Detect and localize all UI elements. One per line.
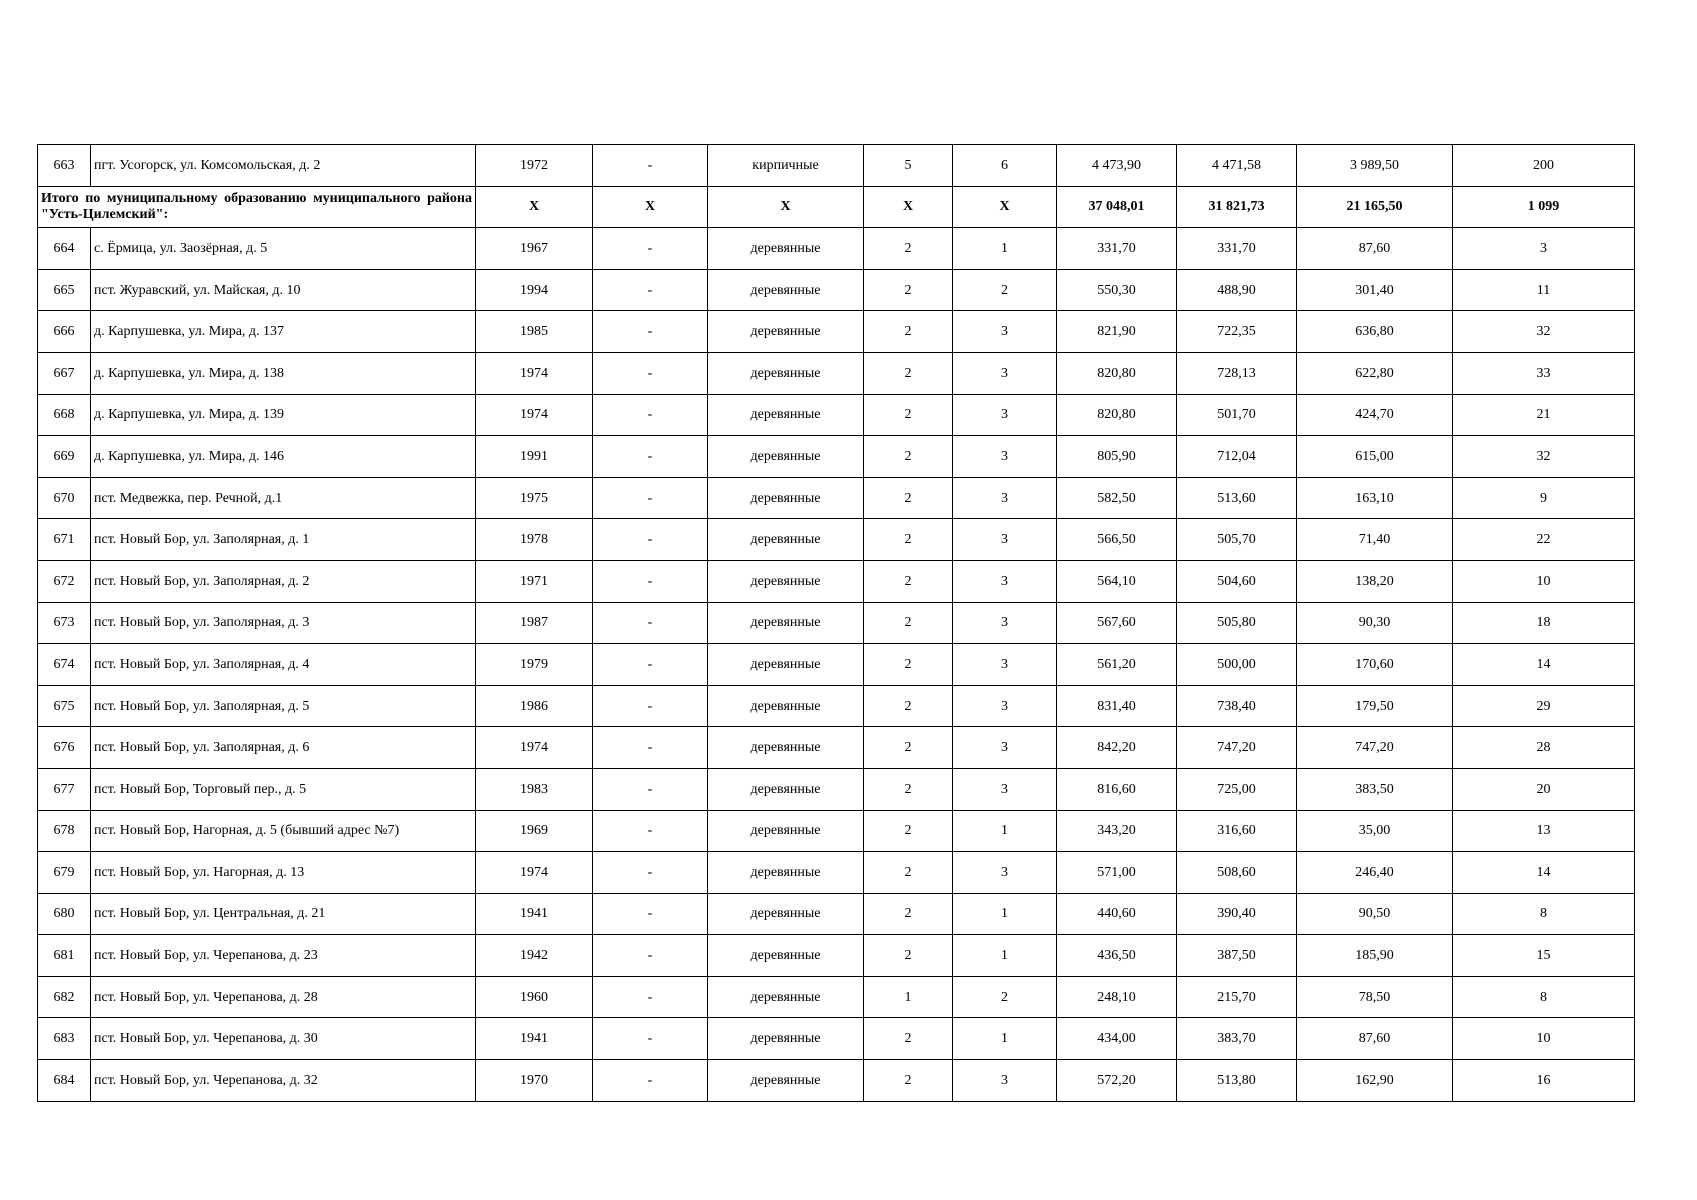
row-number-cell: 669 bbox=[38, 436, 91, 478]
private-area-cell: 71,40 bbox=[1297, 519, 1453, 561]
private-area-cell: 424,70 bbox=[1297, 394, 1453, 436]
living-area-cell: 31 821,73 bbox=[1177, 186, 1297, 228]
address-cell: пст. Новый Бор, ул. Черепанова, д. 23 bbox=[91, 935, 476, 977]
living-area-cell: 488,90 bbox=[1177, 269, 1297, 311]
residents-count-cell: 18 bbox=[1453, 602, 1635, 644]
wall-material-cell: деревянные bbox=[708, 269, 864, 311]
row-number-cell: 672 bbox=[38, 560, 91, 602]
year-built-cell: 1975 bbox=[476, 477, 593, 519]
residents-count-cell: 200 bbox=[1453, 145, 1635, 187]
wall-material-cell: деревянные bbox=[708, 228, 864, 270]
address-cell: пст. Новый Бор, ул. Центральная, д. 21 bbox=[91, 893, 476, 935]
year-built-cell: 1983 bbox=[476, 768, 593, 810]
table-row bbox=[38, 602, 1635, 644]
year-reconstruction-cell: - bbox=[593, 477, 708, 519]
living-area-cell: 505,80 bbox=[1177, 602, 1297, 644]
row-number-cell: 676 bbox=[38, 727, 91, 769]
year-built-cell: 1979 bbox=[476, 644, 593, 686]
wall-material-cell: деревянные bbox=[708, 810, 864, 852]
year-built-cell: 1987 bbox=[476, 602, 593, 644]
table-row bbox=[38, 560, 1635, 602]
floors-count-cell: 2 bbox=[864, 1060, 953, 1102]
residents-count-cell: 29 bbox=[1453, 685, 1635, 727]
living-area-cell: 712,04 bbox=[1177, 436, 1297, 478]
living-area-cell: 747,20 bbox=[1177, 727, 1297, 769]
row-number-cell: 668 bbox=[38, 394, 91, 436]
address-cell: д. Карпушевка, ул. Мира, д. 146 bbox=[91, 436, 476, 478]
address-cell: пст. Новый Бор, ул. Черепанова, д. 32 bbox=[91, 1060, 476, 1102]
total-area-cell: 816,60 bbox=[1057, 768, 1177, 810]
living-area-cell: 501,70 bbox=[1177, 394, 1297, 436]
total-area-cell: 821,90 bbox=[1057, 311, 1177, 353]
year-built-cell: 1941 bbox=[476, 1018, 593, 1060]
entrances-count-cell: 1 bbox=[953, 228, 1057, 270]
entrances-count-cell: 3 bbox=[953, 644, 1057, 686]
total-area-cell: 582,50 bbox=[1057, 477, 1177, 519]
living-area-cell: 513,80 bbox=[1177, 1060, 1297, 1102]
private-area-cell: 179,50 bbox=[1297, 685, 1453, 727]
year-built-cell: 1972 bbox=[476, 145, 593, 187]
year-built-cell: 1941 bbox=[476, 893, 593, 935]
total-area-cell: 561,20 bbox=[1057, 644, 1177, 686]
residents-count-cell: 14 bbox=[1453, 644, 1635, 686]
living-area-cell: 316,60 bbox=[1177, 810, 1297, 852]
year-built-cell: 1991 bbox=[476, 436, 593, 478]
floors-count-cell: 2 bbox=[864, 352, 953, 394]
year-built-cell: 1974 bbox=[476, 727, 593, 769]
residents-count-cell: 13 bbox=[1453, 810, 1635, 852]
wall-material-cell: деревянные bbox=[708, 644, 864, 686]
residents-count-cell: 28 bbox=[1453, 727, 1635, 769]
address-cell: пст. Новый Бор, Торговый пер., д. 5 bbox=[91, 768, 476, 810]
year-built-cell: 1985 bbox=[476, 311, 593, 353]
year-reconstruction-cell: - bbox=[593, 1060, 708, 1102]
residents-count-cell: 11 bbox=[1453, 269, 1635, 311]
wall-material-cell: деревянные bbox=[708, 768, 864, 810]
living-area-cell: 738,40 bbox=[1177, 685, 1297, 727]
wall-material-cell: деревянные bbox=[708, 436, 864, 478]
address-cell: пст. Журавский, ул. Майская, д. 10 bbox=[91, 269, 476, 311]
row-number-cell: 682 bbox=[38, 976, 91, 1018]
total-area-cell: 550,30 bbox=[1057, 269, 1177, 311]
wall-material-cell: деревянные bbox=[708, 935, 864, 977]
floors-count-cell: 2 bbox=[864, 768, 953, 810]
private-area-cell: 622,80 bbox=[1297, 352, 1453, 394]
table-row bbox=[38, 477, 1635, 519]
table-row bbox=[38, 352, 1635, 394]
floors-count-cell: 2 bbox=[864, 727, 953, 769]
entrances-count-cell: 3 bbox=[953, 477, 1057, 519]
living-area-cell: 390,40 bbox=[1177, 893, 1297, 935]
address-cell: пст. Новый Бор, ул. Черепанова, д. 28 bbox=[91, 976, 476, 1018]
year-built-cell: 1994 bbox=[476, 269, 593, 311]
entrances-count-cell: 3 bbox=[953, 768, 1057, 810]
entrances-count-cell: 2 bbox=[953, 976, 1057, 1018]
residents-count-cell: 10 bbox=[1453, 560, 1635, 602]
entrances-count-cell: 1 bbox=[953, 935, 1057, 977]
private-area-cell: 138,20 bbox=[1297, 560, 1453, 602]
residents-count-cell: 16 bbox=[1453, 1060, 1635, 1102]
floors-count-cell: 2 bbox=[864, 893, 953, 935]
residents-count-cell: 20 bbox=[1453, 768, 1635, 810]
year-reconstruction-cell: - bbox=[593, 519, 708, 561]
address-cell: с. Ёрмица, ул. Заозёрная, д. 5 bbox=[91, 228, 476, 270]
row-number-cell: 679 bbox=[38, 852, 91, 894]
total-label-cell: Итого по муниципальному образованию муниципального района "Усть-Цилемский": bbox=[38, 186, 476, 228]
year-reconstruction-cell: - bbox=[593, 602, 708, 644]
table-row bbox=[38, 768, 1635, 810]
residents-count-cell: 9 bbox=[1453, 477, 1635, 519]
address-cell: пст. Новый Бор, ул. Заполярная, д. 6 bbox=[91, 727, 476, 769]
floors-count-cell: 2 bbox=[864, 1018, 953, 1060]
table-row bbox=[38, 893, 1635, 935]
row-number-cell: 663 bbox=[38, 145, 91, 187]
living-area-cell: 387,50 bbox=[1177, 935, 1297, 977]
wall-material-cell: деревянные bbox=[708, 560, 864, 602]
floors-count-cell: 2 bbox=[864, 394, 953, 436]
wall-material-cell: деревянные bbox=[708, 893, 864, 935]
wall-material-cell: деревянные bbox=[708, 976, 864, 1018]
row-number-cell: 683 bbox=[38, 1018, 91, 1060]
floors-count-cell: 2 bbox=[864, 602, 953, 644]
residents-count-cell: 8 bbox=[1453, 893, 1635, 935]
floors-count-cell: 2 bbox=[864, 269, 953, 311]
row-number-cell: 666 bbox=[38, 311, 91, 353]
entrances-count-cell: 1 bbox=[953, 810, 1057, 852]
wall-material-cell: деревянные bbox=[708, 727, 864, 769]
wall-material-cell: деревянные bbox=[708, 852, 864, 894]
address-cell: д. Карпушевка, ул. Мира, д. 137 bbox=[91, 311, 476, 353]
floors-count-cell: 2 bbox=[864, 519, 953, 561]
address-cell: д. Карпушевка, ул. Мира, д. 139 bbox=[91, 394, 476, 436]
total-area-cell: 831,40 bbox=[1057, 685, 1177, 727]
private-area-cell: 90,30 bbox=[1297, 602, 1453, 644]
row-number-cell: 678 bbox=[38, 810, 91, 852]
address-cell: пст. Медвежка, пер. Речной, д.1 bbox=[91, 477, 476, 519]
table-row bbox=[38, 436, 1635, 478]
living-area-cell: 728,13 bbox=[1177, 352, 1297, 394]
entrances-count-cell: 3 bbox=[953, 352, 1057, 394]
living-area-cell: 4 471,58 bbox=[1177, 145, 1297, 187]
wall-material-cell: деревянные bbox=[708, 1018, 864, 1060]
year-built-cell: 1986 bbox=[476, 685, 593, 727]
row-number-cell: 665 bbox=[38, 269, 91, 311]
private-area-cell: 90,50 bbox=[1297, 893, 1453, 935]
floors-count-cell: 2 bbox=[864, 477, 953, 519]
floors-count-cell: 1 bbox=[864, 976, 953, 1018]
residents-count-cell: 8 bbox=[1453, 976, 1635, 1018]
total-area-cell: 805,90 bbox=[1057, 436, 1177, 478]
living-area-cell: 508,60 bbox=[1177, 852, 1297, 894]
entrances-count-cell: Х bbox=[953, 186, 1057, 228]
row-number-cell: 675 bbox=[38, 685, 91, 727]
year-reconstruction-cell: - bbox=[593, 727, 708, 769]
table-row bbox=[38, 1060, 1635, 1102]
address-cell: пст. Новый Бор, ул. Черепанова, д. 30 bbox=[91, 1018, 476, 1060]
year-built-cell: 1974 bbox=[476, 852, 593, 894]
floors-count-cell: 2 bbox=[864, 436, 953, 478]
floors-count-cell: 2 bbox=[864, 644, 953, 686]
total-area-cell: 434,00 bbox=[1057, 1018, 1177, 1060]
address-cell: пст. Новый Бор, ул. Заполярная, д. 4 bbox=[91, 644, 476, 686]
floors-count-cell: 2 bbox=[864, 810, 953, 852]
living-area-cell: 505,70 bbox=[1177, 519, 1297, 561]
year-reconstruction-cell: - bbox=[593, 852, 708, 894]
year-reconstruction-cell: - bbox=[593, 311, 708, 353]
total-area-cell: 566,50 bbox=[1057, 519, 1177, 561]
year-built-cell: 1974 bbox=[476, 394, 593, 436]
wall-material-cell: деревянные bbox=[708, 1060, 864, 1102]
table-row bbox=[38, 519, 1635, 561]
entrances-count-cell: 3 bbox=[953, 436, 1057, 478]
row-number-cell: 664 bbox=[38, 228, 91, 270]
floors-count-cell: 5 bbox=[864, 145, 953, 187]
residents-count-cell: 22 bbox=[1453, 519, 1635, 561]
private-area-cell: 615,00 bbox=[1297, 436, 1453, 478]
table-row bbox=[38, 685, 1635, 727]
total-area-cell: 37 048,01 bbox=[1057, 186, 1177, 228]
year-reconstruction-cell: - bbox=[593, 228, 708, 270]
address-cell: пст. Новый Бор, ул. Заполярная, д. 3 bbox=[91, 602, 476, 644]
wall-material-cell: деревянные bbox=[708, 394, 864, 436]
private-area-cell: 162,90 bbox=[1297, 1060, 1453, 1102]
table-row bbox=[38, 852, 1635, 894]
entrances-count-cell: 3 bbox=[953, 852, 1057, 894]
total-area-cell: 436,50 bbox=[1057, 935, 1177, 977]
floors-count-cell: 2 bbox=[864, 560, 953, 602]
row-number-cell: 684 bbox=[38, 1060, 91, 1102]
entrances-count-cell: 6 bbox=[953, 145, 1057, 187]
table-row bbox=[38, 935, 1635, 977]
row-number-cell: 671 bbox=[38, 519, 91, 561]
year-reconstruction-cell: - bbox=[593, 685, 708, 727]
private-area-cell: 87,60 bbox=[1297, 228, 1453, 270]
private-area-cell: 246,40 bbox=[1297, 852, 1453, 894]
table-row bbox=[38, 394, 1635, 436]
total-area-cell: 572,20 bbox=[1057, 1060, 1177, 1102]
total-area-cell: 820,80 bbox=[1057, 352, 1177, 394]
floors-count-cell: Х bbox=[864, 186, 953, 228]
wall-material-cell: деревянные bbox=[708, 352, 864, 394]
address-cell: пст. Новый Бор, ул. Заполярная, д. 2 bbox=[91, 560, 476, 602]
private-area-cell: 636,80 bbox=[1297, 311, 1453, 353]
year-built-cell: 1970 bbox=[476, 1060, 593, 1102]
table-row bbox=[38, 810, 1635, 852]
year-built-cell: 1974 bbox=[476, 352, 593, 394]
year-built-cell: 1960 bbox=[476, 976, 593, 1018]
entrances-count-cell: 3 bbox=[953, 394, 1057, 436]
entrances-count-cell: 1 bbox=[953, 893, 1057, 935]
table-row bbox=[38, 269, 1635, 311]
total-area-cell: 4 473,90 bbox=[1057, 145, 1177, 187]
year-reconstruction-cell: - bbox=[593, 935, 708, 977]
total-area-cell: 343,20 bbox=[1057, 810, 1177, 852]
address-cell: пст. Новый Бор, Нагорная, д. 5 (бывший адрес №7) bbox=[91, 810, 476, 852]
total-area-cell: 842,20 bbox=[1057, 727, 1177, 769]
private-area-cell: 747,20 bbox=[1297, 727, 1453, 769]
residents-count-cell: 14 bbox=[1453, 852, 1635, 894]
year-reconstruction-cell: - bbox=[593, 352, 708, 394]
private-area-cell: 301,40 bbox=[1297, 269, 1453, 311]
total-area-cell: 440,60 bbox=[1057, 893, 1177, 935]
floors-count-cell: 2 bbox=[864, 228, 953, 270]
year-reconstruction-cell: - bbox=[593, 269, 708, 311]
table-body bbox=[38, 145, 1635, 1102]
row-number-cell: 673 bbox=[38, 602, 91, 644]
year-reconstruction-cell: - bbox=[593, 560, 708, 602]
living-area-cell: 500,00 bbox=[1177, 644, 1297, 686]
address-cell: д. Карпушевка, ул. Мира, д. 138 bbox=[91, 352, 476, 394]
row-number-cell: 681 bbox=[38, 935, 91, 977]
residents-count-cell: 21 bbox=[1453, 394, 1635, 436]
table-row bbox=[38, 727, 1635, 769]
year-reconstruction-cell: - bbox=[593, 893, 708, 935]
year-reconstruction-cell: - bbox=[593, 394, 708, 436]
address-cell: пст. Новый Бор, ул. Нагорная, д. 13 bbox=[91, 852, 476, 894]
year-reconstruction-cell: Х bbox=[593, 186, 708, 228]
address-cell: пст. Новый Бор, ул. Заполярная, д. 5 bbox=[91, 685, 476, 727]
living-area-cell: 383,70 bbox=[1177, 1018, 1297, 1060]
entrances-count-cell: 3 bbox=[953, 602, 1057, 644]
wall-material-cell: кирпичные bbox=[708, 145, 864, 187]
wall-material-cell: Х bbox=[708, 186, 864, 228]
year-built-cell: 1978 bbox=[476, 519, 593, 561]
residents-count-cell: 10 bbox=[1453, 1018, 1635, 1060]
total-area-cell: 571,00 bbox=[1057, 852, 1177, 894]
private-area-cell: 87,60 bbox=[1297, 1018, 1453, 1060]
living-area-cell: 331,70 bbox=[1177, 228, 1297, 270]
private-area-cell: 383,50 bbox=[1297, 768, 1453, 810]
private-area-cell: 163,10 bbox=[1297, 477, 1453, 519]
total-area-cell: 564,10 bbox=[1057, 560, 1177, 602]
private-area-cell: 3 989,50 bbox=[1297, 145, 1453, 187]
residents-count-cell: 15 bbox=[1453, 935, 1635, 977]
private-area-cell: 35,00 bbox=[1297, 810, 1453, 852]
floors-count-cell: 2 bbox=[864, 685, 953, 727]
entrances-count-cell: 2 bbox=[953, 269, 1057, 311]
year-reconstruction-cell: - bbox=[593, 644, 708, 686]
living-area-cell: 513,60 bbox=[1177, 477, 1297, 519]
entrances-count-cell: 3 bbox=[953, 311, 1057, 353]
residents-count-cell: 1 099 bbox=[1453, 186, 1635, 228]
wall-material-cell: деревянные bbox=[708, 602, 864, 644]
floors-count-cell: 2 bbox=[864, 852, 953, 894]
year-built-cell: 1942 bbox=[476, 935, 593, 977]
year-reconstruction-cell: - bbox=[593, 145, 708, 187]
floors-count-cell: 2 bbox=[864, 935, 953, 977]
entrances-count-cell: 3 bbox=[953, 519, 1057, 561]
table-row bbox=[38, 311, 1635, 353]
year-reconstruction-cell: - bbox=[593, 976, 708, 1018]
total-area-cell: 331,70 bbox=[1057, 228, 1177, 270]
address-cell: пст. Новый Бор, ул. Заполярная, д. 1 bbox=[91, 519, 476, 561]
address-cell: пгт. Усогорск, ул. Комсомольская, д. 2 bbox=[91, 145, 476, 187]
private-area-cell: 170,60 bbox=[1297, 644, 1453, 686]
total-row bbox=[38, 186, 1635, 228]
residents-count-cell: 32 bbox=[1453, 436, 1635, 478]
year-reconstruction-cell: - bbox=[593, 768, 708, 810]
wall-material-cell: деревянные bbox=[708, 685, 864, 727]
housing-registry-table bbox=[37, 144, 1635, 1102]
living-area-cell: 725,00 bbox=[1177, 768, 1297, 810]
table-row bbox=[38, 145, 1635, 187]
living-area-cell: 215,70 bbox=[1177, 976, 1297, 1018]
table-row bbox=[38, 228, 1635, 270]
row-number-cell: 670 bbox=[38, 477, 91, 519]
wall-material-cell: деревянные bbox=[708, 311, 864, 353]
total-area-cell: 567,60 bbox=[1057, 602, 1177, 644]
table-row bbox=[38, 644, 1635, 686]
entrances-count-cell: 3 bbox=[953, 727, 1057, 769]
year-reconstruction-cell: - bbox=[593, 810, 708, 852]
entrances-count-cell: 1 bbox=[953, 1018, 1057, 1060]
wall-material-cell: деревянные bbox=[708, 519, 864, 561]
table-row bbox=[38, 1018, 1635, 1060]
total-area-cell: 820,80 bbox=[1057, 394, 1177, 436]
row-number-cell: 677 bbox=[38, 768, 91, 810]
year-built-cell: Х bbox=[476, 186, 593, 228]
residents-count-cell: 3 bbox=[1453, 228, 1635, 270]
row-number-cell: 667 bbox=[38, 352, 91, 394]
wall-material-cell: деревянные bbox=[708, 477, 864, 519]
living-area-cell: 504,60 bbox=[1177, 560, 1297, 602]
entrances-count-cell: 3 bbox=[953, 685, 1057, 727]
year-built-cell: 1967 bbox=[476, 228, 593, 270]
year-reconstruction-cell: - bbox=[593, 436, 708, 478]
private-area-cell: 185,90 bbox=[1297, 935, 1453, 977]
private-area-cell: 78,50 bbox=[1297, 976, 1453, 1018]
table-row bbox=[38, 976, 1635, 1018]
residents-count-cell: 33 bbox=[1453, 352, 1635, 394]
year-built-cell: 1971 bbox=[476, 560, 593, 602]
entrances-count-cell: 3 bbox=[953, 1060, 1057, 1102]
entrances-count-cell: 3 bbox=[953, 560, 1057, 602]
row-number-cell: 680 bbox=[38, 893, 91, 935]
living-area-cell: 722,35 bbox=[1177, 311, 1297, 353]
row-number-cell: 674 bbox=[38, 644, 91, 686]
residents-count-cell: 32 bbox=[1453, 311, 1635, 353]
year-built-cell: 1969 bbox=[476, 810, 593, 852]
floors-count-cell: 2 bbox=[864, 311, 953, 353]
year-reconstruction-cell: - bbox=[593, 1018, 708, 1060]
private-area-cell: 21 165,50 bbox=[1297, 186, 1453, 228]
total-area-cell: 248,10 bbox=[1057, 976, 1177, 1018]
